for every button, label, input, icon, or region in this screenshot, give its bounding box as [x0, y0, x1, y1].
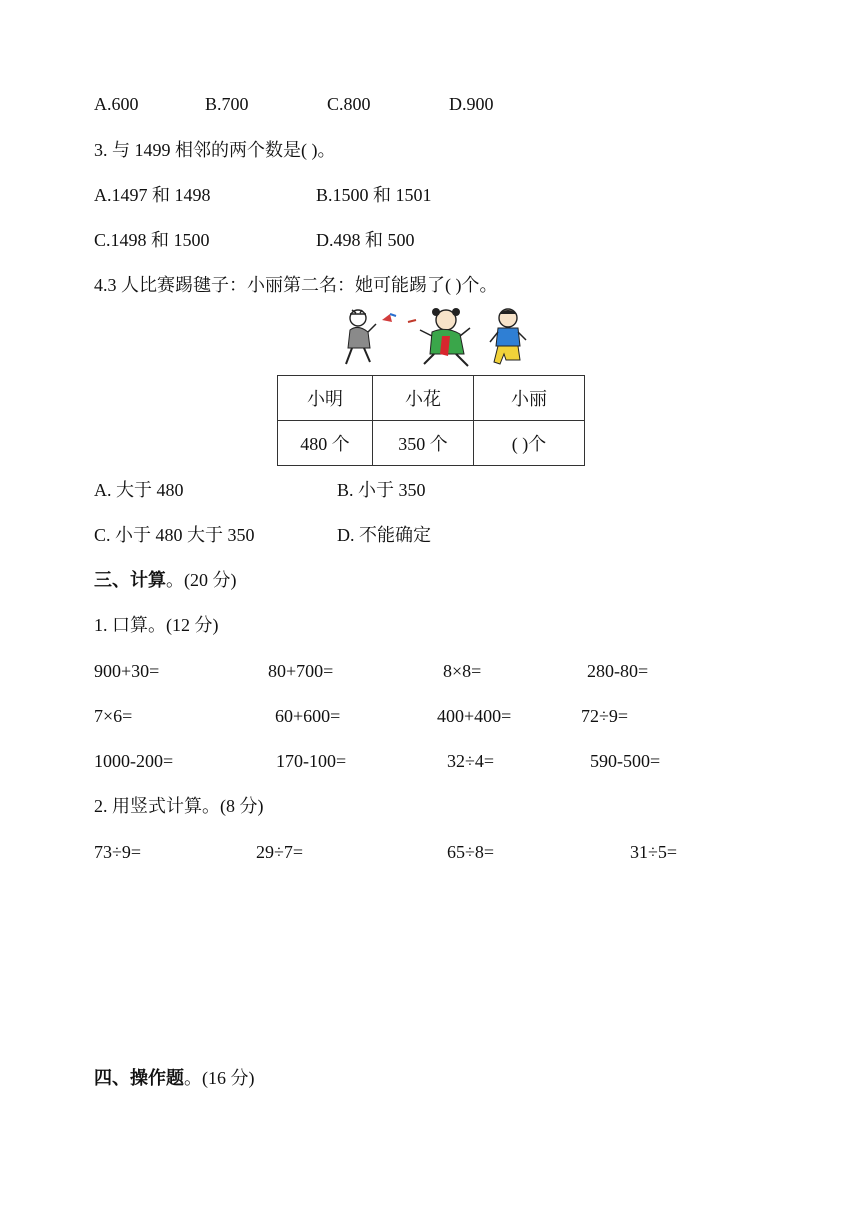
section-3-score: 。(20 分) — [166, 570, 237, 590]
q4-option-a: A. 大于 480 — [94, 480, 184, 500]
oral-item: 72÷9= — [581, 706, 629, 726]
oral-item: 8×8= — [443, 661, 482, 681]
table-row — [278, 376, 585, 421]
section-4-heading — [94, 1065, 255, 1091]
child-xiaoli-figure — [490, 309, 526, 364]
section-4-title: 四、操作题 — [94, 1068, 184, 1088]
section-3-heading — [94, 567, 237, 593]
q2-option-c: C.800 — [327, 94, 371, 114]
oral-item: 80+700= — [268, 661, 334, 681]
table-row — [278, 421, 585, 466]
q2-option-b: B.700 — [205, 94, 249, 114]
header-xiaoli: 小丽 — [474, 376, 585, 421]
q4-option-b: B. 小于 350 — [337, 480, 426, 500]
kick-count-table — [277, 375, 585, 466]
value-xiaoming: 480 个 — [278, 421, 373, 466]
q3-option-c: C.1498 和 1500 — [94, 230, 210, 250]
vertical-calc-title: 2. 用竖式计算。(8 分) — [94, 796, 264, 816]
oral-calc-title: 1. 口算。(12 分) — [94, 615, 219, 635]
oral-item: 60+600= — [275, 706, 341, 726]
child-xiaohua-figure — [420, 308, 470, 366]
vertical-item: 65÷8= — [447, 842, 495, 862]
section-4-score: 。(16 分) — [184, 1068, 255, 1088]
q2-option-d: D.900 — [449, 94, 494, 114]
q4-question: 4.3 人比赛踢毽子：小丽第二名：她可能踢了( )个。 — [94, 275, 498, 295]
oral-item: 32÷4= — [447, 751, 495, 771]
section-3-title: 三、计算 — [94, 570, 166, 590]
q4-option-c: C. 小于 480 大于 350 — [94, 525, 255, 545]
oral-item: 900+30= — [94, 661, 160, 681]
value-xiaohua: 350 个 — [373, 421, 474, 466]
vertical-item: 73÷9= — [94, 842, 142, 862]
children-kicking-shuttlecock-illustration — [336, 306, 536, 372]
oral-item: 7×6= — [94, 706, 133, 726]
oral-item: 170-100= — [276, 751, 347, 771]
oral-item: 280-80= — [587, 661, 649, 681]
shuttlecock-icon — [382, 314, 416, 322]
oral-item: 590-500= — [590, 751, 661, 771]
q3-option-d: D.498 和 500 — [316, 230, 415, 250]
oral-item: 400+400= — [437, 706, 512, 726]
q4-option-d: D. 不能确定 — [337, 525, 431, 545]
header-xiaohua: 小花 — [373, 376, 474, 421]
child-xiaoming-figure — [346, 310, 376, 364]
q3-option-b: B.1500 和 1501 — [316, 185, 432, 205]
value-xiaoli: ( )个 — [474, 421, 585, 466]
q2-option-a: A.600 — [94, 94, 139, 114]
q3-option-a: A.1497 和 1498 — [94, 185, 211, 205]
vertical-item: 31÷5= — [630, 842, 678, 862]
q3-question: 3. 与 1499 相邻的两个数是( )。 — [94, 140, 336, 160]
header-xiaoming: 小明 — [278, 376, 373, 421]
oral-item: 1000-200= — [94, 751, 174, 771]
vertical-item: 29÷7= — [256, 842, 304, 862]
